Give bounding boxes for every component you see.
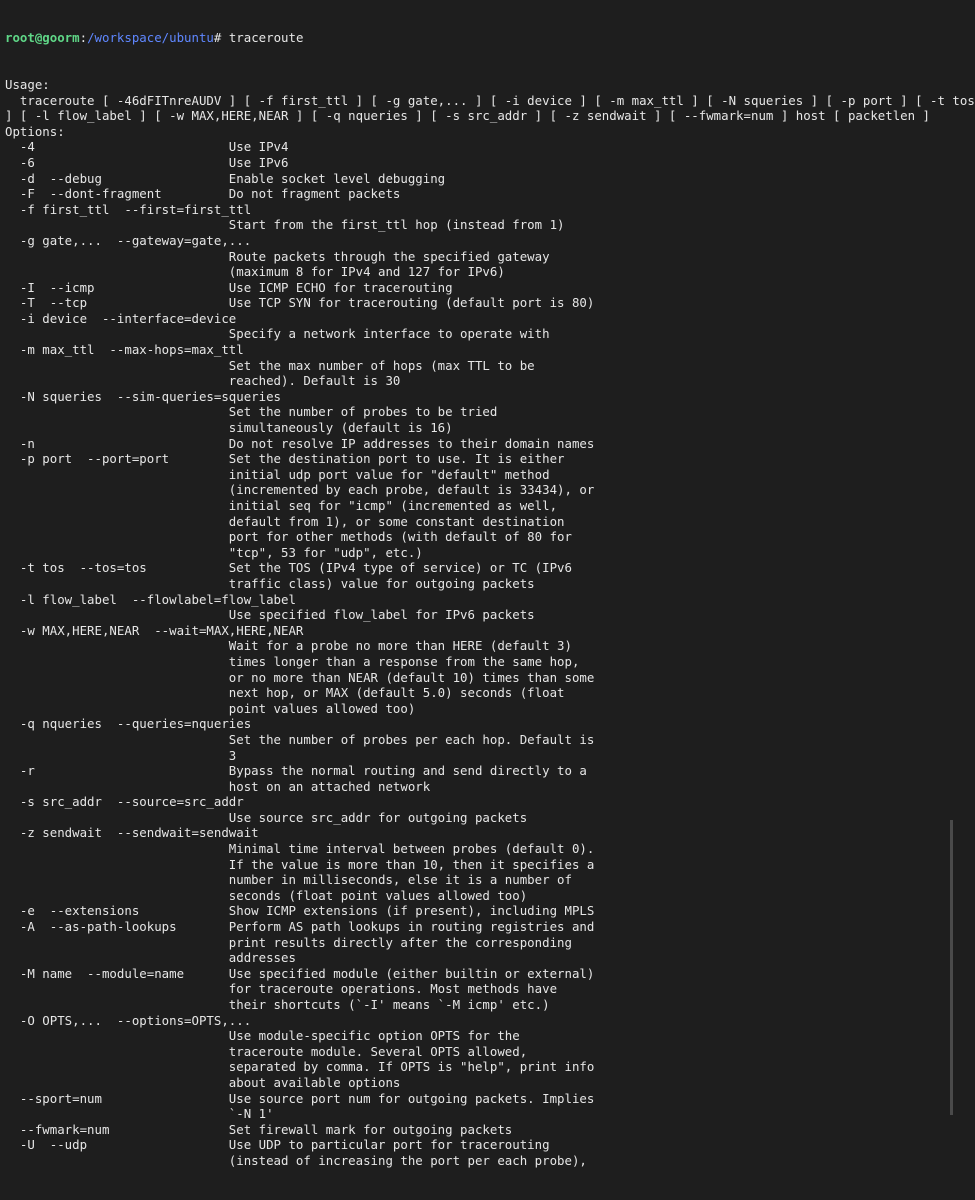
output-line: point values allowed too) bbox=[5, 700, 416, 716]
output-line: port for other methods (with default of 80 for bbox=[5, 529, 572, 545]
output-line: -U --udp Use UDP to particular port for tracerouting bbox=[5, 1137, 550, 1153]
output-line: -N squeries --sim-queries=squeries bbox=[5, 388, 282, 404]
output-line: "tcp", 53 for "udp", etc.) bbox=[5, 544, 423, 560]
output-line: -t tos --tos=tos Set the TOS (IPv4 type of service) or TC (IPv6 bbox=[5, 560, 572, 576]
output-line: -e --extensions Show ICMP extensions (if present), including MPLS bbox=[5, 903, 595, 919]
output-line: -4 Use IPv4 bbox=[5, 139, 289, 155]
output-line: Use module-specific option OPTS for the bbox=[5, 1028, 520, 1044]
output-line: number in milliseconds, else it is a number of bbox=[5, 872, 572, 888]
output-line: -z sendwait --sendwait=sendwait bbox=[5, 825, 259, 841]
output-line: initial seq for "icmp" (incremented as well, bbox=[5, 498, 558, 513]
output-line: -6 Use IPv6 bbox=[5, 154, 289, 170]
output-line: -M name --module=name Use specified module (either builtin or external) bbox=[5, 965, 595, 981]
terminal-output bbox=[5, 0, 975, 1200]
output-line: reached). Default is 30 bbox=[5, 373, 401, 389]
prompt-path: /workspace/ubuntu bbox=[87, 30, 214, 46]
output-line: -s src_addr --source=src_addr bbox=[5, 794, 244, 810]
output-line: -f first_ttl --first=first_ttl bbox=[5, 201, 252, 217]
output-line: `-N 1' bbox=[5, 1106, 274, 1122]
output-line: -d --debug Enable socket level debugging bbox=[5, 170, 446, 186]
output-line: initial udp port value for "default" method bbox=[5, 466, 550, 482]
output-line: traceroute module. Several OPTS allowed, bbox=[5, 1043, 528, 1059]
output-line: -F --dont-fragment Do not fragment packets bbox=[5, 186, 401, 202]
output-line: --sport=num Use source port num for outgoing packets. Implies bbox=[5, 1090, 595, 1106]
output-line: -O OPTS,... --options=OPTS,... bbox=[5, 1012, 252, 1028]
output-line: next hop, or MAX (default 5.0) seconds (float bbox=[5, 685, 565, 701]
output-line: traceroute [ -46dFITnreAUDV ] [ -f first_ttl ] [ -g gate,... ] [ -i device ] [ -m max_ttl ] [ -N squeries ] [ -p port ] [ -t tos bbox=[5, 92, 975, 108]
output-line: -m max_ttl --max-hops=max_ttl bbox=[5, 342, 244, 358]
output-line: times longer than a response from the same hop, bbox=[5, 653, 580, 669]
output-line: (maximum 8 for IPv4 and 127 for IPv6) bbox=[5, 264, 505, 280]
output-line: Start from the first_ttl hop (instead from 1) bbox=[5, 217, 565, 233]
terminal-scrollbar[interactable] bbox=[950, 820, 953, 1115]
output-line: seconds (float point values allowed too) bbox=[5, 887, 528, 903]
output-line: default from 1), or some constant destination bbox=[5, 513, 565, 529]
output-line: -w MAX,HERE,NEAR --wait=MAX,HERE,NEAR bbox=[5, 622, 304, 638]
output-line: host on an attached network bbox=[5, 778, 431, 794]
output-line: ] [ -l flow_label ] [ -w MAX,HERE,NEAR ] [ -q nqueries ] [ -s src_addr ] [ -z sendwait ] [ --fwmark=num ] host [ packetlen ] bbox=[5, 108, 931, 124]
output-line: Use source src_addr for outgoing packets bbox=[5, 809, 528, 825]
output-line: -r Bypass the normal routing and send directly to a bbox=[5, 763, 587, 779]
output-line: Set the number of probes to be tried bbox=[5, 404, 498, 420]
output-line: for traceroute operations. Most methods have bbox=[5, 981, 558, 997]
output-line: If the value is more than 10, then it specifies a bbox=[5, 856, 595, 872]
output-line: Wait for a probe no more than HERE (default 3) bbox=[5, 638, 572, 654]
output-line: Set the max number of hops (max TTL to be bbox=[5, 357, 535, 373]
output-line: -T --tcp Use TCP SYN for tracerouting (default port is 80) bbox=[5, 295, 595, 311]
output-line: addresses bbox=[5, 950, 296, 966]
prompt-separator: : bbox=[79, 30, 88, 46]
output-line: simultaneously (default is 16) bbox=[5, 420, 453, 436]
output-line: --fwmark=num Set firewall mark for outgoing packets bbox=[5, 1121, 513, 1137]
output-line: or no more than NEAR (default 10) times than some bbox=[5, 669, 595, 685]
prompt-command: traceroute bbox=[228, 30, 304, 46]
output-line: Use specified flow_label for IPv6 packets bbox=[5, 607, 535, 623]
output-line: (incremented by each probe, default is 33434), or bbox=[5, 482, 595, 498]
output-line: Options: bbox=[5, 123, 65, 139]
output-line: separated by comma. If OPTS is "help", print info bbox=[5, 1059, 595, 1075]
output-line: -n Do not resolve IP addresses to their domain names bbox=[5, 435, 595, 451]
output-line: Route packets through the specified gateway bbox=[5, 248, 550, 264]
output-line: -l flow_label --flowlabel=flow_label bbox=[5, 591, 296, 607]
prompt-user-host: root@goorm bbox=[5, 30, 80, 46]
output-line: -i device --interface=device bbox=[5, 310, 237, 326]
output-line: Set the number of probes per each hop. Default is bbox=[5, 731, 595, 747]
prompt-symbol: # bbox=[213, 30, 229, 46]
output-line: -p port --port=port Set the destination port to use. It is either bbox=[5, 451, 565, 467]
output-line: (instead of increasing the port per each probe), bbox=[5, 1152, 587, 1168]
output-line: print results directly after the corresponding bbox=[5, 934, 572, 950]
output-line: -A --as-path-lookups Perform AS path lookups in routing registries and bbox=[5, 919, 595, 935]
output-line: -I --icmp Use ICMP ECHO for tracerouting bbox=[5, 279, 453, 295]
output-line: -q nqueries --queries=nqueries bbox=[5, 716, 252, 732]
output-line: about available options bbox=[5, 1074, 401, 1090]
output-line: -g gate,... --gateway=gate,... bbox=[5, 232, 252, 248]
command-output bbox=[5, 77, 975, 1169]
output-line: their shortcuts (`-I' means `-M icmp' etc.) bbox=[5, 997, 550, 1012]
output-line: Minimal time interval between probes (default 0). bbox=[5, 841, 595, 857]
output-line: 3 bbox=[5, 747, 237, 763]
prompt-line bbox=[5, 30, 975, 46]
output-line: traffic class) value for outgoing packets bbox=[5, 575, 535, 591]
output-line: Specify a network interface to operate with bbox=[5, 326, 550, 342]
output-line: Usage: bbox=[5, 76, 50, 92]
